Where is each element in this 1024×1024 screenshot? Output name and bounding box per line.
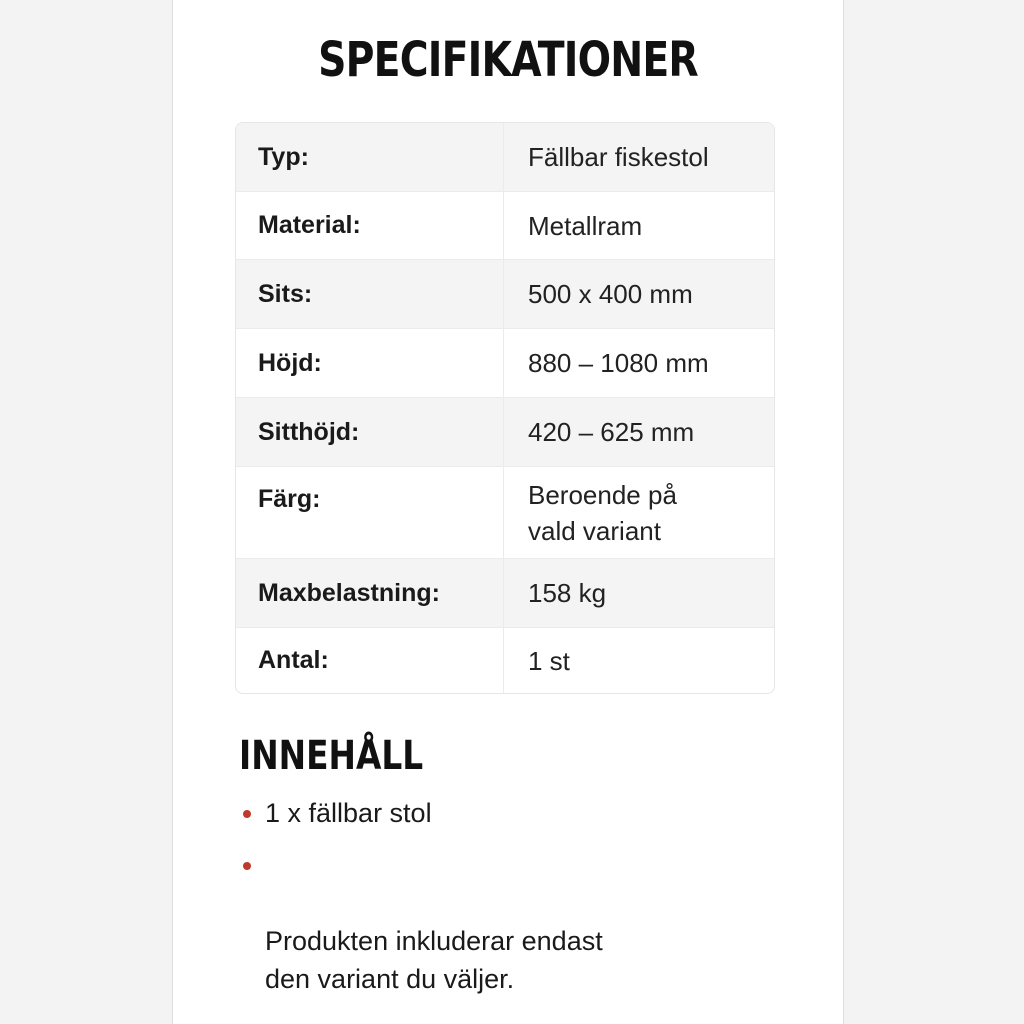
spec-label: Höjd: xyxy=(236,329,504,397)
contents-title: INNEHÅLL xyxy=(239,733,424,779)
spec-value: Beroende på vald variant xyxy=(528,479,677,546)
spec-label: Antal: xyxy=(236,628,504,693)
spec-row-sits xyxy=(236,259,774,328)
spec-label: Sits: xyxy=(236,260,504,328)
spec-label: Sitthöjd: xyxy=(236,398,504,466)
contents-list xyxy=(241,794,761,1012)
spec-label: Material: xyxy=(236,192,504,259)
spec-label: Maxbelastning: xyxy=(236,559,504,627)
spec-row-hojd xyxy=(236,328,774,397)
spec-value: Fällbar fiskestol xyxy=(528,142,709,172)
spec-label: Typ: xyxy=(236,123,504,191)
bullet-icon xyxy=(243,862,251,870)
spec-row-maxbelastning xyxy=(236,558,774,627)
spec-value: 1 st xyxy=(528,645,570,676)
spec-table xyxy=(235,122,775,694)
spec-row-material xyxy=(236,191,774,259)
spec-value: 880 – 1080 mm xyxy=(528,348,709,378)
spec-value: 158 kg xyxy=(528,578,607,608)
spec-row-sitthojd xyxy=(236,397,774,466)
spec-value: 420 – 625 mm xyxy=(528,417,695,447)
list-item-text: 1 x fällbar stol xyxy=(265,798,432,828)
list-item-text: Produkten inkluderar endast den variant du väljer. xyxy=(265,926,603,994)
spec-row-typ xyxy=(236,123,774,191)
page-title: SPECIFIKATIONER xyxy=(318,32,698,88)
list-item xyxy=(241,846,761,998)
spec-value: Metallram xyxy=(528,210,643,241)
spec-value: 500 x 400 mm xyxy=(528,279,693,309)
spec-row-antal xyxy=(236,627,774,693)
spec-label: Färg: xyxy=(236,467,504,558)
spec-page xyxy=(172,0,844,1024)
bullet-icon xyxy=(243,810,251,818)
list-item xyxy=(241,794,761,832)
spec-row-farg xyxy=(236,466,774,558)
